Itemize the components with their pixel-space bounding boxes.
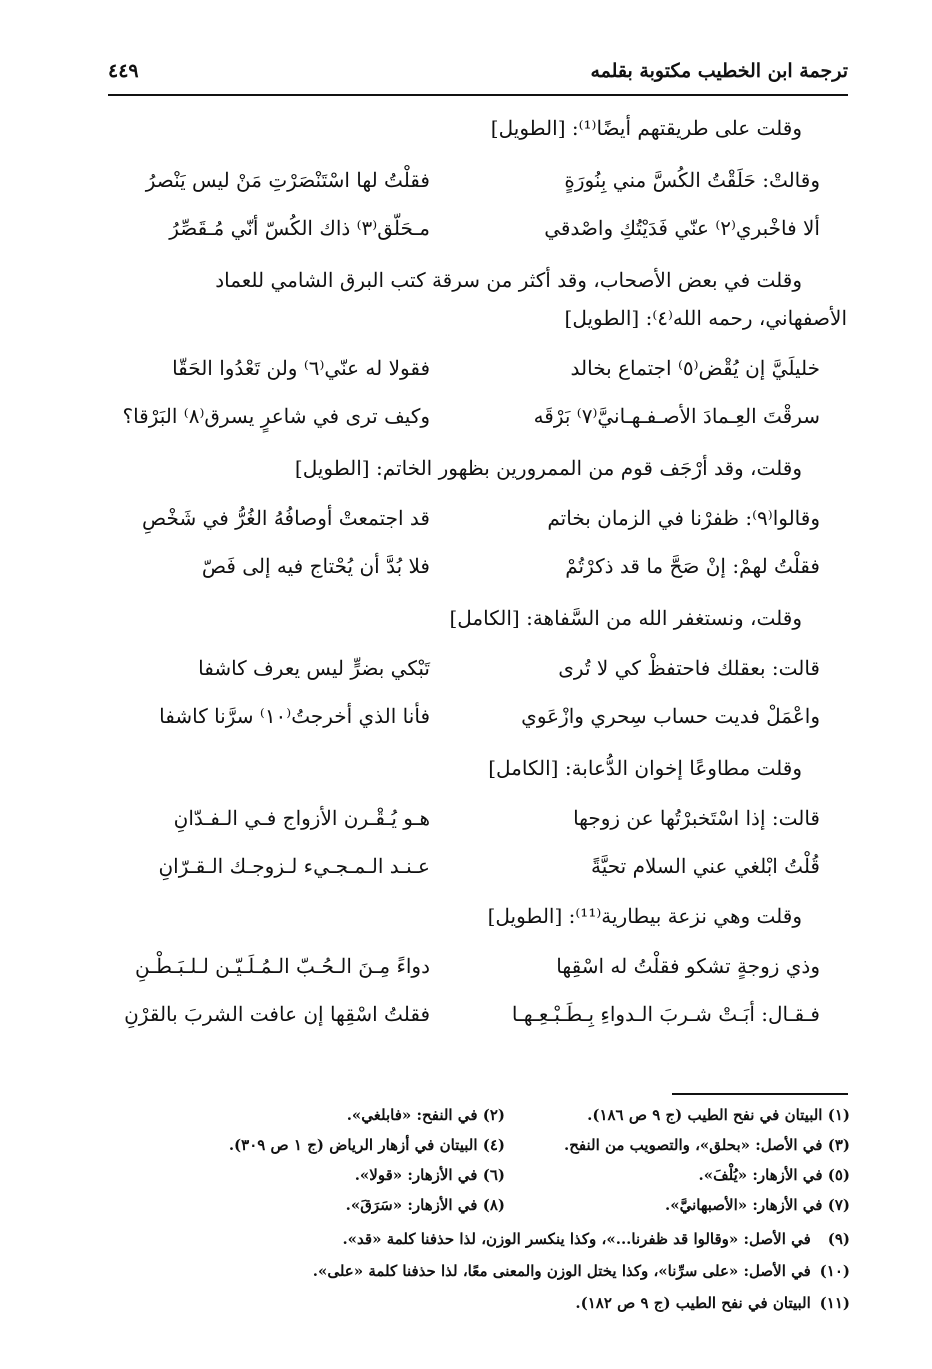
footnote [355,1166,505,1184]
footnote-number: (١) [827,1106,850,1124]
verse-hemistich-1: ألا فاخْبري⁽٢⁾ عنّي فَدَيْتُكِ واصْدقي [544,216,820,240]
verse-line [120,168,820,198]
page-number: ٤٤٩ [108,60,139,82]
verse-line [120,954,820,984]
footnote-number: (٥) [827,1166,850,1184]
prose-line: وقلت في بعض الأصحاب، وقد أكثر من سرقة كتب البرق الشامي للعماد [215,268,802,292]
footnote-row [150,1106,850,1128]
footnote-text: في الأزهار: «سَرَقَ». [345,1196,478,1214]
verse-hemistich-1: خليلَيَّ إن يُقْض⁽٥⁾ اجتماع بخالد [570,356,820,380]
prose-line: الأصفهاني، رحمه الله⁽٤⁾: [الطويل] [564,306,847,330]
footnote [665,1196,850,1214]
verse-hemistich-2: هـو يُـقْـرن الأزواج فـي الـفـدّانِ [173,806,430,830]
footnote-text: في الأزهار: «قولا». [354,1166,478,1184]
verse-hemistich-1: وقالتْ: حَلَقْتُ الكُسَّ مني بِنُورَةٍ [564,168,820,192]
verse-line [120,506,820,536]
footnote-number: (١٠) [819,1262,850,1280]
footnote-number: (٧) [827,1196,850,1214]
verse-line [120,1002,820,1032]
footnote [564,1136,850,1154]
verse-hemistich-1: قالت: إذا اسْتَخبرْتُها عن زوجها [573,806,820,830]
verse-hemistich-2: وكيف ترى في شاعرٍ يسرق⁽٨⁾ البَرْقا؟ [122,404,430,428]
prose-line: وقلت، وقد أرْجَف قوم من الممرورين بظهور الخاتم: [الطويل] [294,456,802,480]
verse-line [120,554,820,584]
verse-hemistich-2: فقلتُ اسْقِها إن عافت الشربَ بالقرْنِ [124,1002,430,1026]
footnote-text: في الأصل: «بحلق»، والتصويب من النفح. [564,1136,823,1154]
footnote-number: (١١) [819,1294,850,1312]
verse-hemistich-2: فقولا له عنّي⁽٦⁾ ولن تَعْدُوا الحَقّا [172,356,430,380]
footnote [313,1262,850,1280]
verse-hemistich-1: قُلْتُ ابْلغي عني السلام تحيَّةً [591,854,820,878]
verse-hemistich-2: فلا بُدَّ أن يُحْتاج فيه إلى فَصّ [201,554,430,578]
footnote [587,1106,850,1124]
footnote-row [150,1196,850,1218]
verse-line [120,704,820,734]
running-header [108,60,848,96]
verse-hemistich-1: سرقْتَ العِـمادَ الأصـفـهـانيَّ⁽٧⁾ بَرْقَه [533,404,820,428]
verse-hemistich-1: وذي زوجةٍ تشكو فقلْتُ له اسْقِها [556,954,820,978]
footnote-text: في الأزهار: «الأصبهانيَّ». [665,1196,823,1214]
footnote-divider [672,1093,848,1095]
verse-hemistich-2: قد اجتمعتْ أوصافُهُ الغُرُّ في شَخْصِ [142,506,430,530]
footnote-text: البيتان في أزهار الرياض (ج ١ ص ٣٠٩). [228,1136,478,1154]
footnote [346,1196,505,1214]
verse-hemistich-2: فقلْتُ لها اسْتَنْصَرْتِ مَنْ ليس يَنْصرُ [145,168,430,192]
footnote [575,1294,850,1312]
footnote-text: البيتان في نفح الطيب (ج ٩ ص ١٨٢). [575,1294,811,1312]
footnote-row [150,1166,850,1188]
footnote-text: في الأزهار: «يُلْفَ». [698,1166,823,1184]
verse-line [120,806,820,836]
prose-line: وقلت على طريقتهم أيضًا⁽¹⁾: [الطويل] [490,116,802,140]
footnote-text: في الأصل: «وقالوا قد ظفرنا...»، وكذا ينكسر الوزن، لذا حذفنا كلمة «قد». [342,1230,811,1248]
verse-hemistich-2: تَبْكي بضرٍّ ليس يعرف كاشفا [198,656,430,680]
verse-line [120,656,820,686]
verse-hemistich-1: وقالوا⁽٩⁾: ظفرْنا في الزمان بخاتم [547,506,820,530]
verse-line [120,854,820,884]
footnote-number: (٦) [482,1166,505,1184]
footnote-number: (٤) [482,1136,505,1154]
verse-hemistich-2: مـحَلّق⁽٣⁾ ذاك الكُسّ أنّي مُـقَصِّرُ [169,216,430,240]
prose-line: وقلت مطاوعًا إخوان الدُّعابة: [الكامل] [488,756,802,780]
verse-line [120,216,820,246]
verse-hemistich-2: عـنـد الـمـجـيء لـزوجـك الـقـرّانِ [158,854,430,878]
verse-hemistich-1: فقلْتُ لهمْ: إنْ صَحَّ ما قد ذكرْتُمْ [565,554,820,578]
verse-hemistich-2: فأنا الذي أخرجتُ⁽١٠⁾ سرَّنا كاشفا [159,704,430,728]
prose-line: وقلت، ونستغفر الله من السَّفاهة: [الكامل] [449,606,802,630]
footnote [229,1136,505,1154]
verse-hemistich-1: فـقـال: أبَـتْ شـربَ الـدواءِ بِـطَـبْـعِـهـا [511,1002,820,1026]
footnote-number: (٢) [482,1106,505,1124]
footnote [342,1230,850,1248]
footnote-text: البيتان في نفح الطيب (ج ٩ ص ١٨٦). [587,1106,823,1124]
footnote-row [150,1136,850,1158]
prose-line: وقلت وهي نزعة بيطارية⁽¹¹⁾: [الطويل] [487,904,802,928]
footnote-text: في الأصل: «على سرِّنا»، وكذا يختل الوزن والمعنى معًا، لذا حذفنا كلمة «على». [312,1262,811,1280]
footnote-number: (٨) [482,1196,505,1214]
verse-line [120,356,820,386]
footnote [347,1106,505,1124]
footnote-text: في النفح: «فابلغي». [346,1106,478,1124]
verse-line [120,404,820,434]
header-title: ترجمة ابن الخطيب مكتوبة بقلمه [590,60,848,82]
verse-hemistich-1: واعْمَلْ فديت حساب سِحري وازْعَوي [521,704,820,728]
verse-hemistich-2: دواءً مِـنَ الـحُـبّ الـمُـلَـيّـن لـلـبَـطْـنِ [134,954,430,978]
footnote [699,1166,851,1184]
footnote-number: (٣) [827,1136,850,1154]
footnote-number: (٩) [827,1230,850,1248]
verse-hemistich-1: قالت: بعقلك فاحتفظْ كي لا تُرى [558,656,820,680]
